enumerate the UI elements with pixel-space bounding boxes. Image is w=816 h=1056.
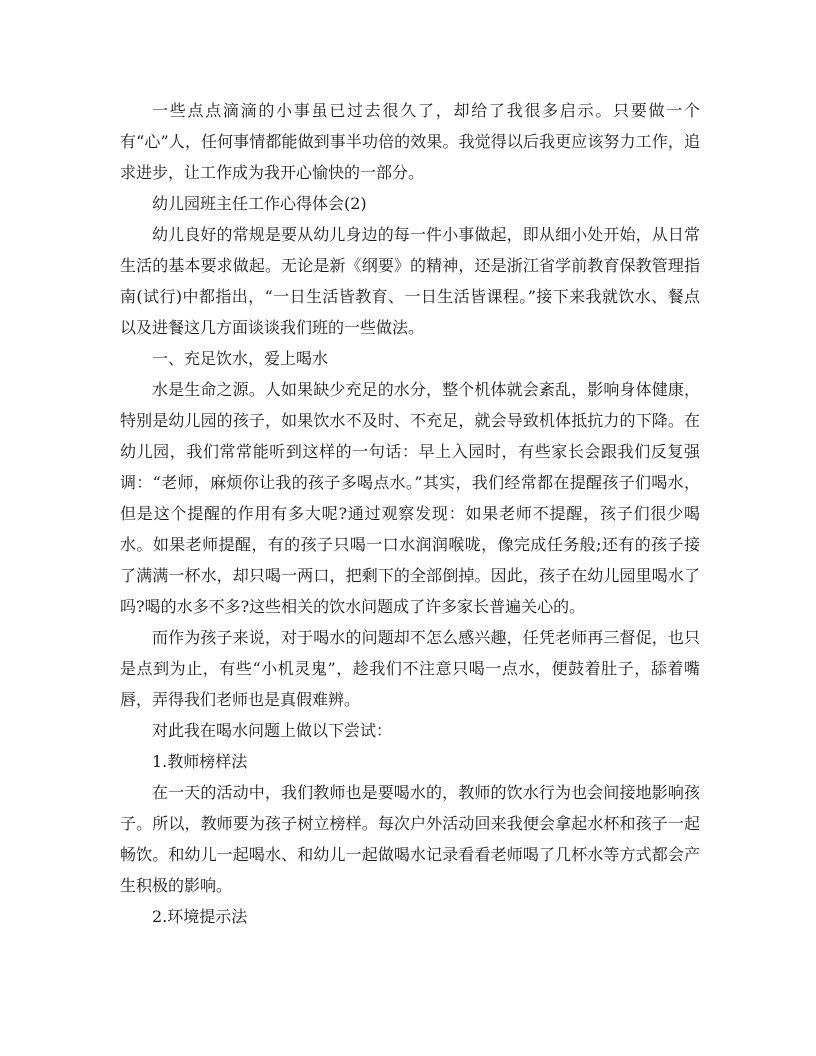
paragraph: 在一天的活动中，我们教师也是要喝水的，教师的饮水行为也会间接地影响孩子。所以，教师要为孩子树立榜样。每次户外活动回来我便会拿起水杯和孩子一起畅饮。和幼儿一起喝水、和幼儿一起做喝水记录看看老师喝了几杯水等方式都会产生积极的影响。 [120,783,700,895]
paragraph: 对此我在喝水问题上做以下尝试： [152,721,393,740]
paragraph: 而作为孩子来说，对于喝水的问题却不怎么感兴趣，任凭老师再三督促，也只是点到为止，有些“小机灵鬼”，趁我们不注意只喝一点水，便鼓着肚子，舔着嘴唇，弄得我们老师也是真假难辨。 [120,628,700,709]
paragraph: 幼儿良好的常规是要从幼儿身边的每一件小事做起，即从细小处开始，从日常生活的基本要求做起。无论是新《纲要》的精神，还是浙江省学前教育保教管理指南(试行)中都指出，“一日生活皆教育、一日生活皆课程。”接下来我就饮水、餐点以及进餐这几方面谈谈我们班的一些做法。 [120,225,700,337]
paragraph: 一些点点滴滴的小事虽已过去很久了，却给了我很多启示。只要做一个有“心”人，任何事情都能做到事半功倍的效果。我觉得以后我更应该努力工作，追求进步，让工作成为我开心愉快的一部分。 [120,101,700,182]
section-heading: 一、充足饮水，爱上喝水 [152,349,329,368]
section-title: 幼儿园班主任工作心得体会(2) [152,194,367,213]
paragraph: 水是生命之源。人如果缺少充足的水分，整个机体就会紊乱，影响身体健康，特别是幼儿园的孩子，如果饮水不及时、不充足，就会导致机体抵抗力的下降。在幼儿园，我们常常能听到这样的一句话：早上入园时，有些家长会跟我们反复强调：“老师，麻烦你让我的孩子多喝点水。”其实，我们经常都在提醒孩子们喝水，但是这个提醒的作用有多大呢?通过观察发现：如果老师不提醒，孩子们很少喝水。如果老师提醒，有的孩子只喝一口水润润喉咙，像完成任务般;还有的孩子接了满满一杯水，却只喝一两口，把剩下的全部倒掉。因此，孩子在幼儿园里喝水了吗?喝的水多不多?这些相关的饮水问题成了许多家长普遍关心的。 [120,380,700,616]
subsection-heading: 2.环境提示法 [152,907,248,926]
document-body [120,95,700,932]
subsection-heading: 1.教师榜样法 [152,752,248,771]
